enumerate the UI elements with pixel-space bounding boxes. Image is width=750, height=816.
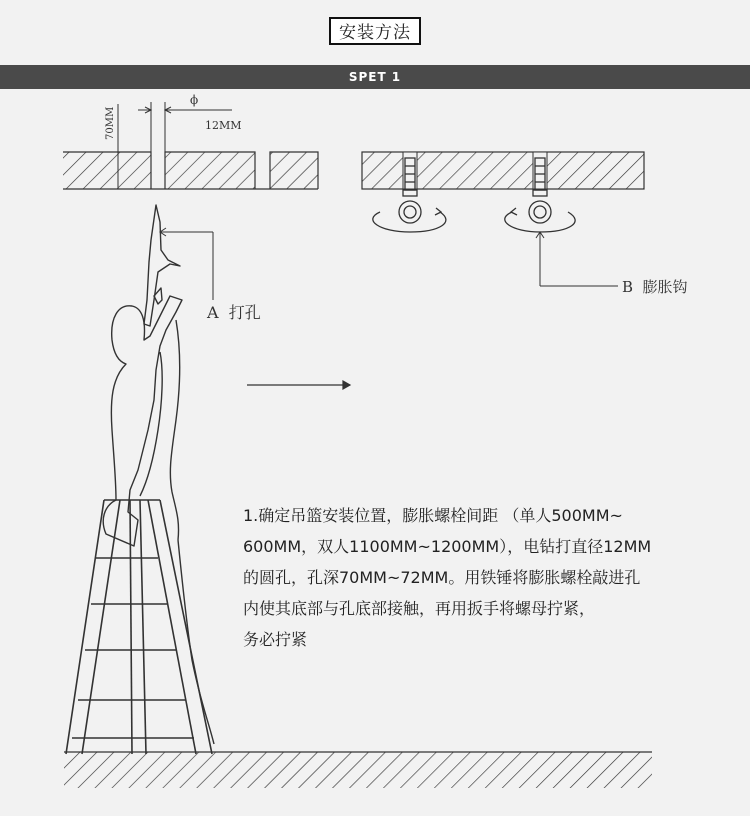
description-line: 内使其底部与孔底部接触，再用扳手将螺母拧紧， xyxy=(243,599,596,618)
ladder xyxy=(66,500,212,754)
arrow-right xyxy=(247,381,350,389)
ceiling-with-hooks xyxy=(362,152,644,189)
description-line: 的圆孔，孔深70MM~72MM。用铁锤将膨胀螺栓敲进孔 xyxy=(243,568,641,587)
drill-hole-label: A 打孔 xyxy=(207,303,261,322)
expansion-hook-label: B 膨胀钩 xyxy=(622,278,688,296)
phi-symbol: ϕ xyxy=(190,93,199,107)
leader-a xyxy=(160,228,213,300)
floor xyxy=(64,752,652,788)
description-line: 600MM，双人1100MM~1200MM），电钻打直径12MM xyxy=(243,537,652,556)
description-line: 务必拧紧 xyxy=(243,630,308,649)
hole-width-label: 12MM xyxy=(205,119,242,132)
leader-b xyxy=(536,232,618,286)
ceiling-with-holes xyxy=(63,152,318,189)
person-with-drill xyxy=(103,205,214,744)
page-title: 安装方法 xyxy=(329,17,421,45)
step-bar: SPET 1 xyxy=(0,65,750,89)
hole-depth-label: 70MM xyxy=(105,106,116,140)
description-line: 1.确定吊篮安装位置，膨胀螺栓间距 （单人500MM~ xyxy=(243,506,623,525)
installation-diagram xyxy=(0,89,750,816)
installation-description xyxy=(243,500,733,655)
